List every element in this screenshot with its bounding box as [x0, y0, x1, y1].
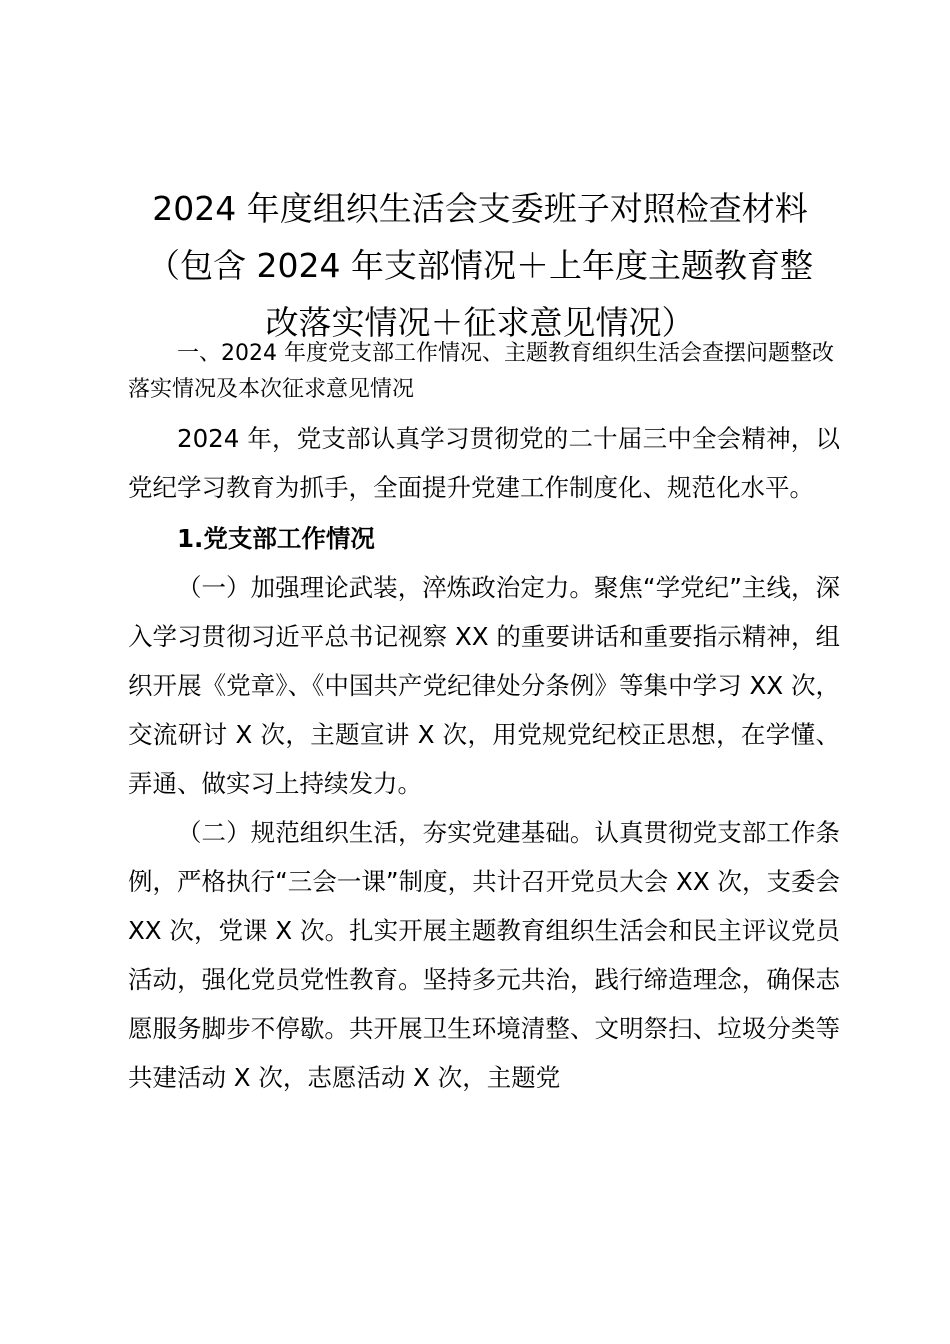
- title-line-2: （包含 2024 年支部情况＋上年度主题教育整: [147, 246, 813, 285]
- paragraph-organization-life: （二）规范组织生活，夯实党建基础。认真贯彻党支部工作条例，严格执行“三会一课”制度，共计召开党员大会 XX 次，支委会 XX 次，党课 X 次。扎实开展主题教育组织生活会和民主评议党员活动，强化党员党性教育。坚持多元共治，践行缔造理念，确保志愿服务脚步不停歇。共开展卫生环境清整、文明祭扫、垃圾分类等共建活动 X 次，志愿活动 X 次，主题党: [128, 818, 840, 1092]
- paragraph-theory-study: （一）加强理论武装，淬炼政治定力。聚焦“学党纪”主线，深入学习贯彻习近平总书记视察 XX 的重要讲话和重要指示精神，组织开展《党章》、《中国共产党纪律处分条例》等集中学习 XX 次，交流研讨 X 次，主题宣讲 X 次，用党规党纪校正思想，在学懂、弄通、做实习上持续发力。: [128, 573, 841, 798]
- section-heading-one: 一、2024 年度党支部工作情况、主题教育组织生活会查摆问题整改落实情况及本次征求意见情况: [128, 341, 834, 402]
- document-title: [110, 180, 850, 351]
- intro-paragraph: 2024 年，党支部认真学习贯彻党的二十届三中全会精神，以党纪学习教育为抓手，全面提升党建工作制度化、规范化水平。: [128, 424, 840, 502]
- subheading-branch-work: 1.党支部工作情况: [177, 524, 375, 553]
- document-body: [128, 336, 840, 1102]
- title-line-1: 2024 年度组织生活会支委班子对照检查材料: [152, 189, 808, 228]
- title-line-3: 改落实情况＋征求意见情况）: [265, 303, 695, 342]
